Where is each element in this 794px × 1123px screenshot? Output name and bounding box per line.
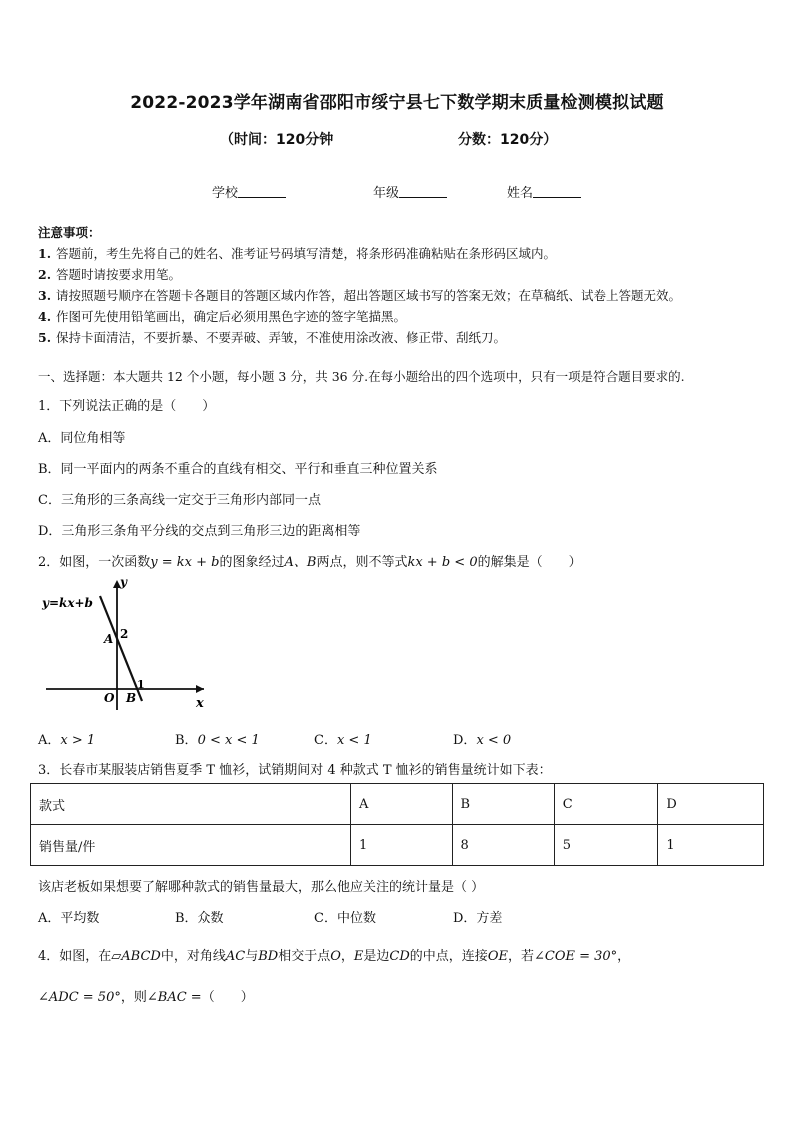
table-header-cell: B (452, 784, 554, 825)
section-heading: 一、选择题：本大题共 12 个小题，每小题 3 分，共 36 分.在每小题给出的四个选项中，只有一项是符合题目要求的. (38, 369, 685, 384)
q1-option-b: B．同一平面内的两条不重合的直线有相交、平行和垂直三种位置关系 (38, 462, 438, 477)
note-item: 4. 作图可先使用铅笔画出，确定后必须用黑色字迹的签字笔描黑。 (38, 309, 407, 324)
q3-option-c: C．中位数 (314, 911, 376, 926)
q3-stem: 3．长春市某服装店销售夏季 T 恤衫，试销期间对 4 种款式 T 恤衫的销售量统计如下表： (38, 763, 552, 778)
q1-option-c: C．三角形的三条高线一定交于三角形内部同一点 (38, 493, 321, 508)
table-header-cell: C (554, 784, 658, 825)
table-header-cell: 款式 (31, 784, 351, 825)
name-label: 姓名 (507, 186, 534, 201)
q2-option-a: A．x > 1 (38, 733, 96, 748)
notes-block (38, 222, 768, 348)
table-row (31, 825, 764, 866)
total-score: 分数：120分） (458, 132, 558, 148)
x-axis-arrow (196, 685, 204, 693)
q2-linear-graph (38, 576, 208, 711)
x-intercept-label: 1 (137, 678, 145, 691)
table-header-cell: A (351, 784, 453, 825)
q3-option-d: D．方差 (453, 911, 503, 926)
table-cell: 销售量/件 (31, 825, 351, 866)
table-cell: 1 (351, 825, 453, 866)
y-intercept-label: 2 (120, 627, 129, 641)
grade-blank (399, 185, 447, 198)
q2-option-b: B．0 < x < 1 (175, 733, 260, 748)
q2-option-c: C．x < 1 (314, 733, 372, 748)
school-label: 学校 (212, 186, 239, 201)
table-cell: 8 (452, 825, 554, 866)
note-item: 3. 请按照题号顺序在答题卡各题目的答题区域内作答，超出答题区域书写的答案无效；在草稿纸、试卷上答题无效。 (38, 288, 682, 303)
q4-line2: ∠ADC = 50°，则∠BAC =（ ） (38, 990, 254, 1005)
table-cell: 5 (554, 825, 658, 866)
line-label: y=kx+b (42, 596, 93, 610)
q4-line1: 4．如图，在▱ABCD中，对角线AC与BD相交于点O，E是边CD的中点，连接OE，若∠COE = 30°， (38, 949, 631, 964)
grade-field (373, 182, 447, 201)
q1-option-d: D．三角形三条角平分线的交点到三角形三边的距离相等 (38, 524, 361, 539)
q2-stem: 2．如图，一次函数y = kx + b的图象经过A、B两点，则不等式kx + b < 0的解集是（ ） (38, 555, 582, 570)
note-item: 2. 答题时请按要求用笔。 (38, 267, 182, 282)
name-blank (533, 185, 581, 198)
sales-table (30, 783, 764, 866)
q2-option-d: D．x < 0 (453, 733, 512, 748)
table-header-cell: D (658, 784, 764, 825)
x-axis-label: x (196, 696, 204, 711)
school-field (212, 182, 286, 201)
point-b-label: B (126, 691, 137, 705)
q3-question: 该店老板如果想要了解哪种款式的销售量最大，那么他应关注的统计量是（ ） (38, 880, 485, 895)
q2-function: y = kx + b (150, 555, 220, 570)
q2-inequality: kx + b < 0 (407, 555, 478, 570)
table-row (31, 784, 764, 825)
y-axis-label: y (120, 576, 127, 589)
exam-title: 2022-2023学年湖南省邵阳市绥宁县七下数学期末质量检测模拟试题 (130, 93, 664, 113)
function-line (100, 596, 142, 701)
q1-stem: 1．下列说法正确的是（ ） (38, 399, 216, 414)
notes-heading: 注意事项： (38, 225, 101, 240)
origin-label: O (104, 691, 115, 705)
q3-option-a: A．平均数 (38, 911, 100, 926)
q2-points: A、B (284, 555, 317, 570)
q1-option-a: A．同位角相等 (38, 431, 126, 446)
q3-option-b: B．众数 (175, 911, 224, 926)
table-cell: 1 (658, 825, 764, 866)
school-blank (238, 185, 286, 198)
name-field (507, 182, 581, 201)
note-item: 5. 保持卡面清洁，不要折暴、不要弄破、弄皱，不准使用涂改液、修正带、刮纸刀。 (38, 330, 507, 345)
grade-label: 年级 (373, 186, 400, 201)
time-limit: （时间：120分钟 (220, 132, 334, 148)
point-a-label: A (104, 632, 114, 646)
note-item: 1. 答题前，考生先将自己的姓名、准考证号码填写清楚，将条形码准确粘贴在条形码区域内。 (38, 246, 557, 261)
